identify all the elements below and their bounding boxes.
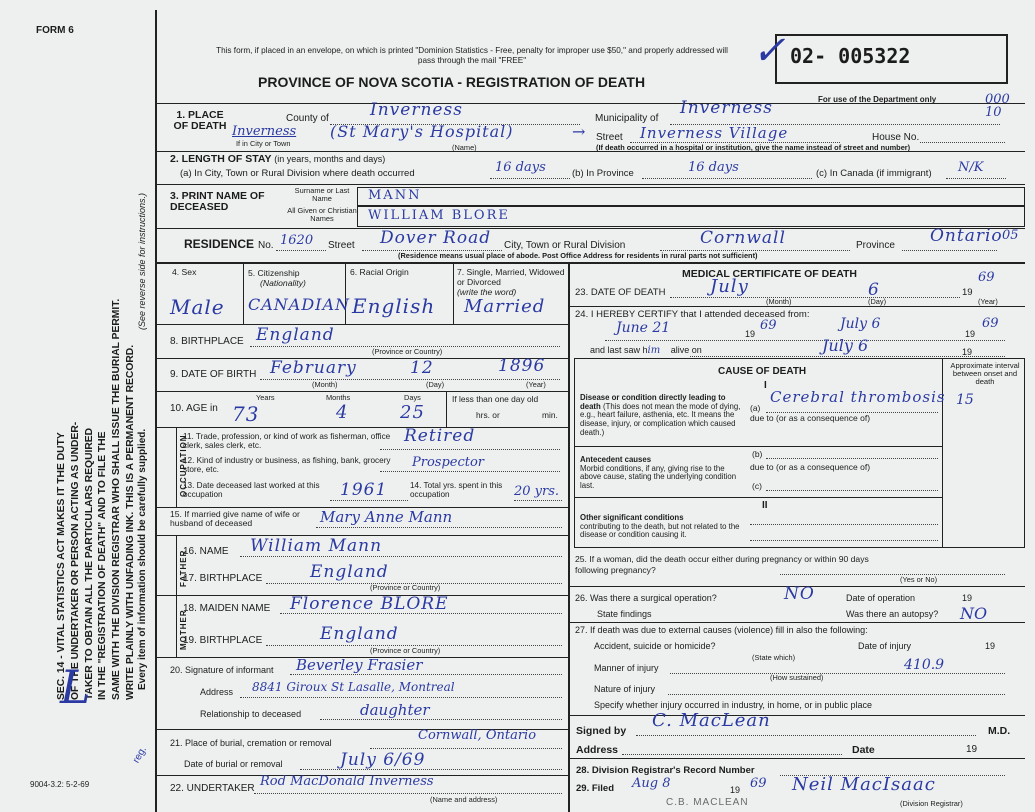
attended-to: July 6 — [840, 316, 881, 332]
last-seen-label: and last saw him alive on — [590, 345, 702, 356]
city-value: Inverness — [232, 124, 297, 139]
burial-date-label: Date of burial or removal — [184, 759, 283, 769]
undertaker-label: 22. UNDERTAKER — [170, 783, 255, 794]
dob-year: 1896 — [498, 356, 546, 376]
check-mark: ✓ — [752, 28, 787, 74]
residence-no-value: 1620 — [280, 233, 314, 248]
father-bp-sub: (Province or Country) — [370, 583, 441, 592]
residence-city-label: City, Town or Rural Division — [504, 240, 626, 251]
spouse-value: Mary Anne Mann — [320, 508, 453, 526]
dob-month: February — [270, 358, 357, 378]
stay-c-label: (c) In Canada (if immigrant) — [816, 168, 932, 179]
dob-day-label: (Day) — [426, 380, 445, 389]
racial-label: 6. Racial Origin — [350, 267, 409, 277]
q29-yr: 69 — [750, 776, 767, 791]
q27-manner: Manner of injury — [594, 663, 659, 673]
mother-side-label: MOTHER — [179, 609, 188, 650]
residence-city-value: Cornwall — [700, 228, 786, 248]
city-label: If in City or Town — [236, 139, 291, 148]
dod-year-prefix: 19 — [962, 287, 973, 298]
arrow-icon: → — [572, 122, 587, 141]
county-label: County of — [286, 113, 329, 124]
residence-no-label: No. — [258, 240, 274, 251]
q29-label: 29. Filed — [576, 783, 615, 794]
hospital-value: (St Mary's Hospital) — [330, 122, 514, 141]
mailing-notice: This form, if placed in an envelope, on which is printed "Dominion Statistics - Free, penalty for improper use $50," and properly addressed will pass through the mail "FREE" — [216, 46, 728, 65]
q29-stamp: C.B. MACLEAN — [666, 797, 749, 808]
dob-label: 9. DATE OF BIRTH — [170, 369, 257, 380]
informant-rel-label: Relationship to deceased — [200, 709, 302, 719]
age-min-label: min. — [542, 410, 558, 420]
q27-date-injury: Date of injury — [858, 641, 912, 651]
municipality-value: Inverness — [680, 98, 773, 118]
informant-address-label: Address — [200, 687, 234, 697]
q27-manner-value: 410.9 — [904, 657, 945, 673]
attended-from-year: 69 — [760, 318, 777, 333]
reverse-side-note: (See reverse side for instructions.) — [137, 192, 147, 330]
residence-street-label: Street — [328, 240, 355, 251]
total-years-value: 20 yrs. — [514, 484, 560, 499]
stay-a-value: 16 days — [495, 160, 546, 175]
last-worked-value: 1961 — [340, 480, 388, 500]
informant-rel: daughter — [360, 701, 430, 719]
stay-b-label: (b) In Province — [572, 168, 634, 179]
dob-day: 12 — [410, 358, 434, 378]
street-value: Inverness Village — [640, 124, 789, 142]
informant-address: 8841 Giroux St Lasalle, Montreal — [252, 680, 455, 694]
q29-yr-prefix: 19 — [730, 785, 741, 795]
residence-note: (Residence means usual place of abode. Post Office Address for residents in rural parts not sufficient) — [398, 251, 758, 260]
q26-autopsy: Was there an autopsy? — [846, 609, 939, 619]
undertaker-sub: (Name and address) — [430, 795, 498, 804]
sex-value: Male — [170, 295, 225, 319]
signed-label: Signed by — [576, 725, 627, 737]
stay-label: 2. LENGTH OF STAY (in years, months and days) — [170, 153, 386, 165]
burial-date: July 6/69 — [340, 750, 426, 770]
place-note: (If death occurred in a hospital or institution, give the name instead of street and number) — [596, 143, 911, 152]
birthplace-sub: (Province or Country) — [372, 347, 443, 356]
age-months-label: Months — [326, 393, 351, 402]
mother-bp-label: 19. BIRTHPLACE — [183, 635, 263, 646]
informant-label: 20. Signature of informant — [170, 665, 274, 675]
dod-year-label: (Year) — [978, 297, 998, 306]
age-months-value: 4 — [336, 402, 349, 423]
mother-maiden-value: Florence BLORE — [290, 594, 449, 614]
section-one: I — [764, 380, 767, 391]
to-year-prefix: 19 — [965, 329, 976, 339]
signed-value: C. MacLean — [652, 710, 771, 731]
residence-street-value: Dover Road — [380, 228, 492, 248]
dod-label: 23. DATE OF DEATH — [575, 287, 666, 298]
department-marks: 000 10 — [985, 92, 1010, 120]
department-use-label: For use of the Department only — [818, 95, 937, 104]
form-title: PROVINCE OF NOVA SCOTIA - REGISTRATION OF DEATH — [258, 74, 646, 90]
antecedent-label: Antecedent causes Morbid conditions, if any, giving rise to the above cause, stating the underlying condition last. — [580, 455, 737, 491]
trade-value: Retired — [404, 426, 476, 446]
q29-date: Aug 8 — [632, 776, 671, 791]
father-name-label: 16. NAME — [183, 546, 229, 557]
q25-sub: (Yes or No) — [900, 575, 938, 584]
father-name-value: William Mann — [250, 536, 383, 556]
age-days-label: Days — [404, 393, 421, 402]
father-bp-label: 17. BIRTHPLACE — [183, 573, 263, 584]
surname-box — [357, 187, 1025, 206]
burial-place: Cornwall, Ontario — [418, 728, 537, 743]
q27-accident: Accident, suicide or homicide? — [594, 641, 716, 651]
immediate-interval: 15 — [956, 392, 974, 408]
q28-label: 28. Division Registrar's Record Number — [576, 765, 755, 776]
initial-mark: L — [60, 660, 92, 714]
every-item-note: Every item of information should be carefully supplied. — [137, 428, 148, 690]
q27-nature: Nature of injury — [594, 684, 656, 694]
immediate-label: Disease or condition directly leading to death (This does not mean the mode of dying, e.g., heart failure, asthenia, etc. It means the disease, injury, or complication which caused death.) — [580, 393, 741, 437]
age-years-label: Years — [256, 393, 275, 402]
burial-label: 21. Place of burial, cremation or removal — [170, 738, 332, 748]
q26-autopsy-value: NO — [960, 604, 988, 623]
q26-label: 26. Was there a surgical operation? — [575, 593, 717, 603]
section-two: II — [762, 500, 768, 511]
marital-label: 7. Single, Married, Widowed or Divorced (write the word) — [457, 267, 565, 297]
cause-c-label: (c) — [752, 481, 762, 491]
father-side-label: FATHER — [179, 549, 188, 587]
father-bp-value: England — [310, 562, 389, 582]
mother-bp-sub: (Province or Country) — [370, 646, 441, 655]
q26-value: NO — [784, 584, 815, 604]
signed-date-label: Date — [852, 744, 875, 756]
given-label: All Given or Christian Names — [287, 206, 357, 223]
q27-yr: 19 — [985, 641, 996, 651]
name-sublabel: (Name) — [452, 143, 477, 152]
citizenship-label: 5. Citizenship (Nationality) — [248, 268, 306, 289]
due-to-1: due to (or as a consequence of) — [750, 413, 871, 423]
form-number: FORM 6 — [36, 25, 74, 36]
q27-state: (State which) — [752, 653, 796, 662]
industry-label: 12. Kind of industry or business, as fishing, bank, grocery store, etc. — [183, 456, 391, 474]
cause-b-label: (b) — [752, 449, 763, 459]
birthplace-value: England — [256, 325, 335, 345]
q27-label: 27. If death was due to external causes (violence) fill in also the following: — [575, 625, 868, 635]
mother-bp-value: England — [320, 624, 399, 644]
md-label: M.D. — [988, 725, 1011, 737]
q26-yr: 19 — [962, 593, 973, 603]
age-years-value: 73 — [232, 402, 260, 426]
given-value: WILLIAM BLORE — [368, 208, 510, 223]
q27-how: (How sustained) — [770, 673, 824, 682]
registration-number: 02- 005322 — [790, 44, 911, 68]
dod-month-label: (Month) — [766, 297, 792, 306]
last-worked-label: 13. Date deceased last worked at this occupation — [183, 481, 320, 499]
dob-year-label: (Year) — [526, 380, 546, 389]
marital-value: Married — [464, 296, 546, 317]
birthplace-label: 8. BIRTHPLACE — [170, 336, 244, 347]
trade-label: 11. Trade, profession, or kind of work as fisherman, office clerk, sales clerk, etc. — [183, 432, 391, 450]
residence-province-label: Province — [856, 240, 895, 251]
q29-registrar: Neil MacIsaac — [792, 774, 936, 795]
medical-title: MEDICAL CERTIFICATE OF DEATH — [682, 268, 857, 280]
last-seen-year-prefix: 19 — [962, 347, 973, 357]
attended-to-year: 69 — [982, 316, 999, 331]
mother-maiden-label: 18. MAIDEN NAME — [183, 603, 271, 614]
immediate-cause: Cerebral thrombosis — [770, 388, 946, 406]
undertaker-margin: reg. — [130, 744, 150, 766]
total-years-label: 14. Total yrs. spent in this occupation — [410, 481, 503, 499]
street-label: Street — [596, 132, 623, 143]
occupation-side-label: OCCUPATION — [179, 434, 188, 497]
racial-value: English — [352, 294, 436, 318]
county-value: Inverness — [370, 100, 463, 120]
dod-year: 69 — [978, 270, 995, 285]
age-days-value: 25 — [400, 402, 425, 423]
surname-value: MANN — [368, 188, 422, 203]
cause-title: CAUSE OF DEATH — [718, 366, 807, 377]
spouse-label: 15. If married give name of wife or husband of deceased — [170, 509, 300, 529]
informant-sig: Beverley Frasier — [296, 656, 423, 674]
house-label: House No. — [872, 132, 920, 143]
from-year-prefix: 19 — [745, 329, 756, 339]
dob-month-label: (Month) — [312, 380, 338, 389]
dod-month: July — [710, 276, 749, 297]
attended-from: June 21 — [616, 320, 671, 336]
certify-label: 24. I HEREBY CERTIFY that I attended deceased from: — [575, 309, 810, 320]
surname-label: Surname or Last Name — [294, 186, 350, 203]
other-label: Other significant conditions contributing to the death, but not related to the disease or condition causing it. — [580, 513, 740, 540]
age-hrs-label: hrs. or — [476, 410, 500, 420]
interval-label: Approximate interval between onset and death — [950, 361, 1020, 386]
sex-label: 4. Sex — [172, 267, 197, 277]
stay-c-value: N/K — [958, 160, 984, 175]
place-of-death-label: 1. PLACE OF DEATH — [173, 109, 227, 133]
residence-mark: 05 — [1002, 228, 1019, 243]
dod-day-label: (Day) — [868, 297, 887, 306]
citizenship-value: CANADIAN — [248, 295, 351, 314]
residence-label: RESIDENCE — [184, 237, 255, 251]
age-label: 10. AGE in — [170, 403, 218, 414]
undertaker-value: Rod MacDonald Inverness — [260, 774, 434, 789]
q27-where: Specify whether injury occurred in industry, in home, or in public place — [594, 700, 872, 710]
q25-label: 25. If a woman, did the death occur either during pregnancy or within 90 days following pregnancy? — [575, 554, 869, 576]
residence-province-value: Ontario — [930, 226, 1003, 246]
stay-b-value: 16 days — [688, 160, 739, 175]
q26-findings: State findings — [597, 609, 652, 619]
age-less-label: If less than one day old — [452, 394, 539, 404]
stay-a-label: (a) In City, Town or Rural Division where death occurred — [180, 168, 415, 179]
print-code: 9004-3.2: 5-2-69 — [30, 780, 90, 789]
signed-yr: 19 — [966, 744, 978, 755]
print-name-label: 3. PRINT NAME OF DECEASED — [170, 190, 265, 214]
q26-date-label: Date of operation — [846, 593, 916, 603]
industry-value: Prospector — [412, 455, 485, 470]
cause-a-label: (a) — [750, 403, 761, 413]
sec14-notice: SEC. 14 - VITAL STATISTICS ACT MAKES IT THE DUTY OF THE UNDERTAKER OR PERSON ACTING AS UNDER- TAKER TO OBTAIN ALL THE PARTICULARS REQUIRED IN THE "REGISTRATION OF DEATH" AND TO FILE THE SAME WITH THE DIVISION REGISTRAR WHO SHALL ISSUE THE BURIAL PERMIT. WRITE PLAINLY WITH UNFADING INK. THIS IS A PERMANENT RECORD. — [56, 298, 136, 700]
last-seen-value: July 6 — [822, 336, 869, 355]
due-to-2: due to (or as a consequence of) — [750, 462, 871, 472]
municipality-label: Municipality of — [595, 113, 659, 124]
q29-sub: (Division Registrar) — [900, 799, 963, 808]
dod-day: 6 — [868, 280, 880, 300]
signed-address-label: Address — [576, 744, 619, 756]
